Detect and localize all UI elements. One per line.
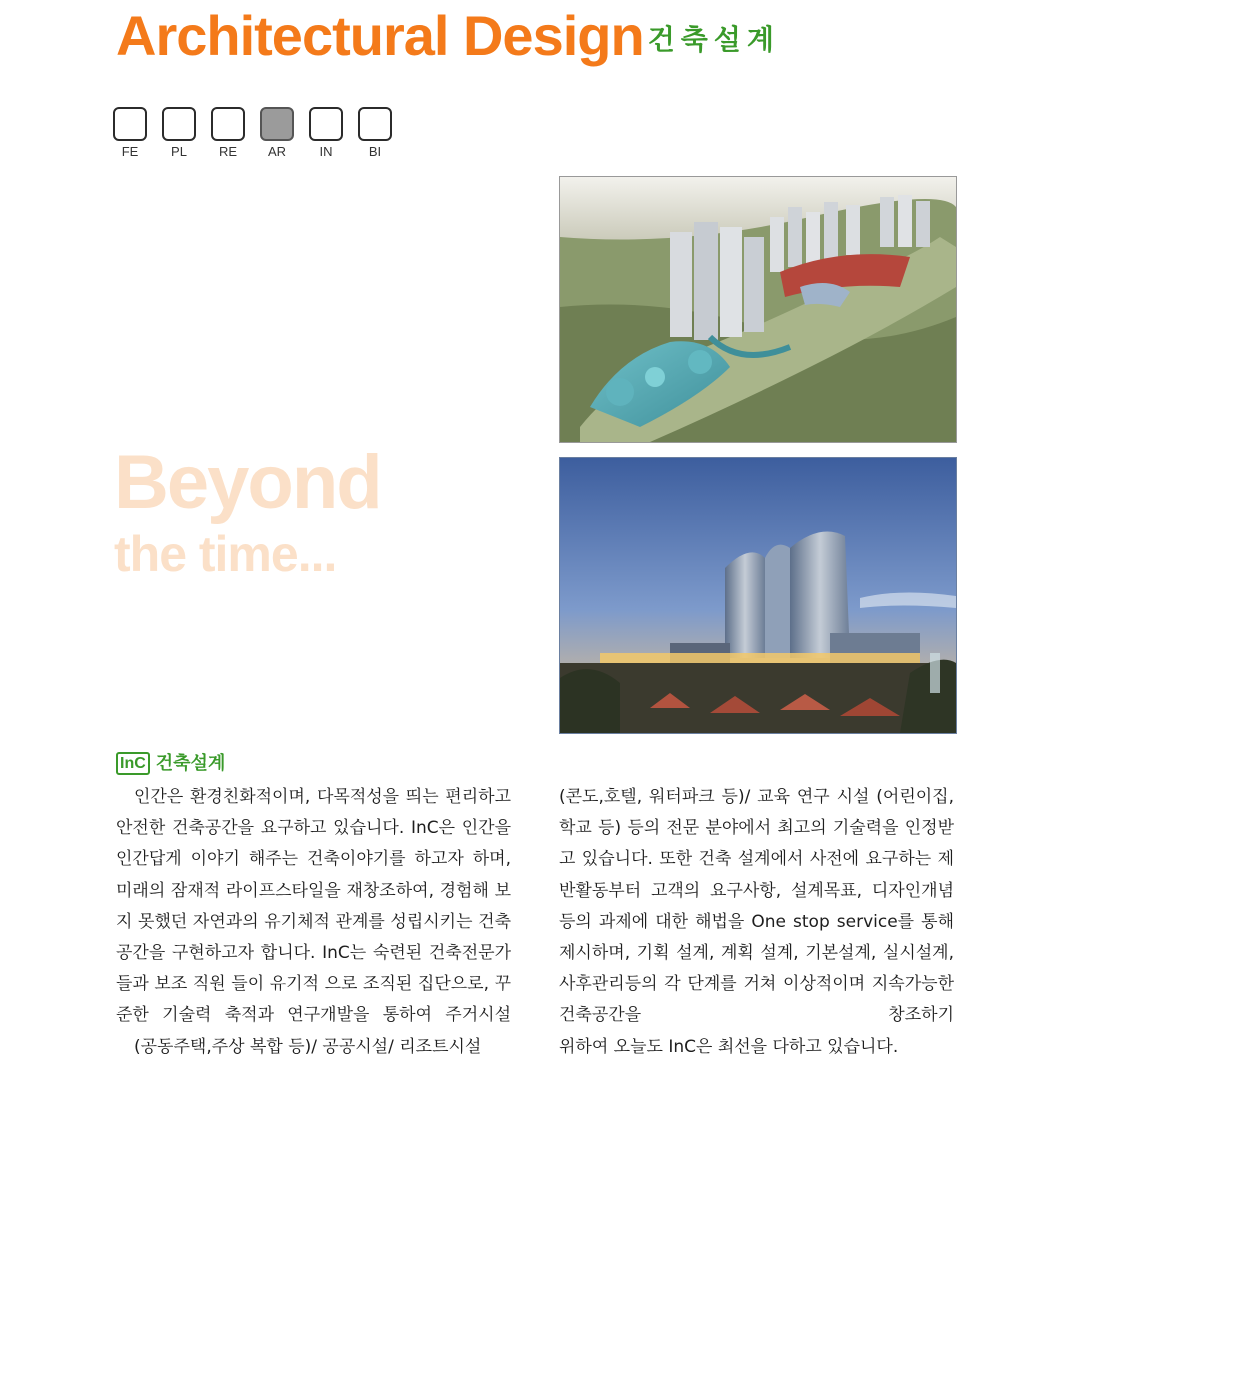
nav-label-bi: BI xyxy=(368,144,382,159)
nav-box-ar[interactable] xyxy=(260,107,294,141)
title-english: Architectural Design xyxy=(116,4,644,67)
nav-box-re[interactable] xyxy=(211,107,245,141)
nav-label-in: IN xyxy=(319,144,333,159)
inc-badge: InC xyxy=(116,752,150,775)
page-title xyxy=(116,2,780,66)
body-right-main: (콘도,호텔, 워터파크 등)/ 교육 연구 시설 (어린이집,학교 등) 등의 전문 분야에서 최고의 기술력을 인정받고 있습니다. 또한 건축 설계에서 사전에 요구하는 제반활동부터 고객의 요구사항, 설계목표, 디자인개념 등의 과제에 대한 해법을 One stop service를 통해 제시하며, 기획 설계, 계획 설계, 기본설계, 실시설계, 사후관리등의 각 단계를 거쳐 이상적이며 지속가능한 건축공간을 창조하기 xyxy=(559,787,954,1026)
nav-box-fe[interactable] xyxy=(113,107,147,141)
nav-box-pl[interactable] xyxy=(162,107,196,141)
nav-item-pl[interactable] xyxy=(162,107,196,159)
nav-label-pl: PL xyxy=(171,144,187,159)
resort-aerial-illustration xyxy=(560,177,956,442)
body-right-last-line: 위하여 오늘도 InC은 최선을 다하고 있습니다. xyxy=(559,1036,899,1057)
nav-item-fe[interactable] xyxy=(113,107,147,159)
slogan xyxy=(114,440,381,582)
category-nav xyxy=(113,107,392,159)
body-text-right xyxy=(559,782,954,1063)
nav-box-in[interactable] xyxy=(309,107,343,141)
slogan-line-2: the time... xyxy=(114,526,337,582)
nav-label-re: RE xyxy=(218,144,238,159)
nav-box-bi[interactable] xyxy=(358,107,392,141)
nav-label-ar: AR xyxy=(267,144,287,159)
body-left-main: 인간은 환경친화적이며, 다목적성을 띄는 편리하고 안전한 건축공간을 요구하고 있습니다. InC은 인간을 인간답게 이야기 해주는 건축이야기를 하고자 하며, 미래의 잠재적 라이프스타일을 재창조하여, 경험해 보지 못했던 자연과의 유기체적 관계를 성립시키는 건축공간을 구현하고자 합니다. InC는 숙련된 건축전문가들과 보조 직원 들이 유기적 으로 조직된 집단으로, 꾸준한 기술력 축적과 연구개발을 통하여 주거시설 xyxy=(116,787,511,1026)
nav-item-in[interactable] xyxy=(309,107,343,159)
nav-item-re[interactable] xyxy=(211,107,245,159)
slogan-line-1: Beyond xyxy=(114,440,381,525)
hotel-tower-photo xyxy=(559,457,957,734)
nav-item-bi[interactable] xyxy=(358,107,392,159)
hotel-tower-illustration xyxy=(560,458,956,733)
body-left-last-line: (공동주택,주상 복합 등)/ 공공시설/ 리조트시설 xyxy=(134,1036,482,1057)
section-title: 건축설계 xyxy=(155,752,226,774)
body-text-left xyxy=(116,782,511,1063)
nav-item-ar[interactable] xyxy=(260,107,294,159)
nav-label-fe: FE xyxy=(121,144,139,159)
section-heading xyxy=(116,752,225,775)
resort-aerial-photo xyxy=(559,176,957,443)
title-korean: 건축설계 xyxy=(647,23,780,56)
